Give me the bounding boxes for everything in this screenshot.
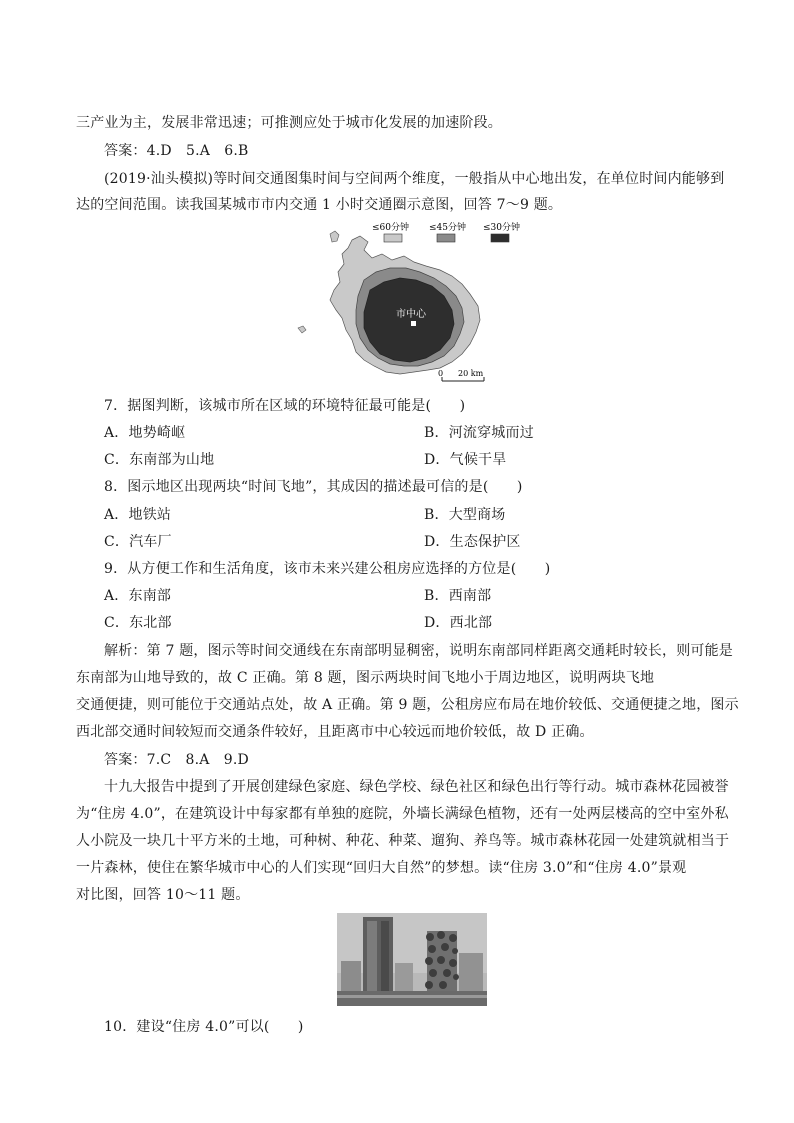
q8-option-b: B．大型商场 [424, 507, 506, 523]
analysis-line-3: 交通便捷，则可能位于交通站点处，故 A 正确。第 9 题，公租房应布局在地价较低、交通便捷之地，图示 [76, 697, 739, 713]
traffic-circle-map [294, 220, 524, 390]
passage-line-4: 一片森林，使住在繁华城市中心的人们实现“回归大自然”的梦想。读“住房 3.0”和“住房 4.0”景观 [76, 860, 687, 876]
q9-option-b: B．西南部 [424, 588, 492, 604]
time-enclave-north [330, 231, 339, 242]
q9-stem: 9．从方便工作和生活角度，该市未来兴建公租房应选择的方位是( ) [104, 561, 551, 577]
legend-30-swatch [491, 234, 509, 242]
q7-option-b: B．河流穿城而过 [424, 425, 534, 441]
city-center-marker [411, 321, 416, 326]
analysis-line-2: 东南部为山地导致的，故 C 正确。第 8 题，图示两块时间飞地小于周边地区，说明两块飞地 [76, 670, 655, 686]
intro-line-2: 达的空间范围。读我国某城市市内交通 1 小时交通圈示意图，回答 7～9 题。 [76, 197, 563, 213]
q7-stem: 7．据图判断，该城市所在区域的环境特征最可能是( ) [104, 398, 466, 414]
scale-label: 20 km [458, 369, 484, 378]
legend-60-label: ≤60分钟 [372, 223, 409, 233]
time-enclave-west [298, 326, 306, 333]
legend-45-swatch [437, 234, 455, 242]
housing-comparison-photo [337, 913, 487, 1006]
q9-option-d: D．西北部 [424, 615, 493, 631]
q8-option-c: C．汽车厂 [104, 534, 172, 550]
passage-line-2: 为“住房 4.0”，在建筑设计中每家都有单独的庭院，外墙长满绿色植物，还有一处两层楼高的空中室外私 [76, 806, 729, 822]
passage-line-5: 对比图，回答 10～11 题。 [76, 887, 250, 903]
legend-45-label: ≤45分钟 [429, 223, 466, 233]
analysis-line-4: 西北部交通时间较短而交通条件较好，且距离市中心较远而地价较低，故 D 正确。 [76, 724, 594, 740]
q7-option-a: A．地势崎岖 [104, 425, 186, 441]
text-line-1: 三产业为主，发展非常迅速；可推测应处于城市化发展的加速阶段。 [76, 115, 502, 131]
q7-option-c: C．东南部为山地 [104, 452, 215, 468]
answer-4-6: 答案：4.D 5.A 6.B [104, 143, 249, 159]
passage-line-3: 人小院及一块几十平方米的土地，可种树、种花、种菜、遛狗、养鸟等。城市森林花园一处建筑就相当于 [76, 833, 730, 849]
legend-30-label: ≤30分钟 [483, 223, 520, 233]
intro-line-1: (2019·汕头模拟)等时间交通图集时间与空间两个维度，一般指从中心地出发，在单位时间内能够到 [104, 171, 725, 187]
answer-7-9: 答案：7.C 8.A 9.D [104, 752, 249, 768]
q8-stem: 8．图示地区出现两块“时间飞地”，其成因的描述最可信的是( ) [104, 479, 523, 495]
analysis-line-1: 解析：第 7 题，图示等时间交通线在东南部明显稠密，说明东南部同样距离交通耗时较长，则可能是 [104, 643, 734, 659]
q7-option-d: D．气候干旱 [424, 452, 507, 468]
map-legend [372, 221, 520, 242]
legend-60-swatch [384, 234, 402, 242]
q9-option-a: A．东南部 [104, 588, 172, 604]
city-center-label: 市中心 [396, 309, 426, 320]
q9-option-c: C．东北部 [104, 615, 172, 631]
q10-stem: 10．建设“住房 4.0”可以( ) [104, 1019, 304, 1035]
q8-option-a: A．地铁站 [104, 507, 172, 523]
q8-option-d: D．生态保护区 [424, 534, 521, 550]
passage-line-1: 十九大报告中提到了开展创建绿色家庭、绿色学校、绿色社区和绿色出行等行动。城市森林花园被誉 [104, 779, 729, 795]
scale-zero: 0 [438, 369, 444, 378]
scale-bar [438, 369, 484, 381]
